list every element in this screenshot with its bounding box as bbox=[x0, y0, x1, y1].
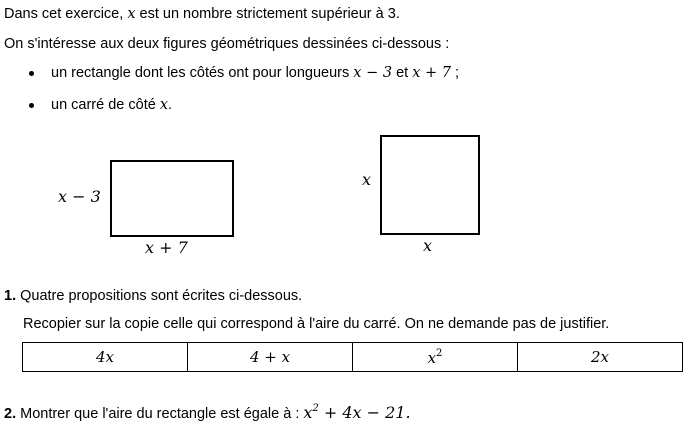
bullet-rectangle-and: et bbox=[392, 65, 413, 81]
proposition-3-exponent: 2 bbox=[436, 347, 443, 359]
bullet-rectangle-math-2: x + 7 bbox=[412, 65, 452, 81]
bullet-rectangle-math-1: x − 3 bbox=[353, 65, 393, 81]
intro-line-2: On s'intéresse aux deux figures géométriques dessinées ci-dessous : bbox=[4, 36, 450, 52]
rectangle-figure bbox=[110, 160, 234, 237]
bullet-rectangle-end: ; bbox=[451, 65, 460, 81]
question-1-instruction: Recopier sur la copie celle qui correspond à l'aire du carré. On ne demande pas de justifier. bbox=[23, 316, 610, 332]
square-side-label: x bbox=[362, 170, 372, 189]
question-1 bbox=[4, 288, 302, 304]
question-2-math-exponent: 2 bbox=[312, 403, 319, 414]
bullet-square bbox=[51, 97, 172, 113]
square-bottom-label: x bbox=[423, 236, 433, 255]
question-2 bbox=[4, 403, 411, 422]
bullet-square-text: un carré de côté bbox=[51, 97, 160, 113]
proposition-cell bbox=[518, 343, 683, 372]
bullet-rectangle bbox=[51, 65, 459, 81]
bullet-dot-2 bbox=[29, 103, 34, 108]
intro-variable: x bbox=[127, 6, 136, 22]
proposition-1: 4x bbox=[95, 348, 114, 366]
intro-text-before: Dans cet exercice, bbox=[4, 6, 128, 22]
question-2-text: Montrer que l'aire du rectangle est égale à : bbox=[16, 406, 304, 422]
intro-line-1 bbox=[4, 6, 400, 22]
bullet-square-end: . bbox=[168, 97, 173, 113]
bullet-dot-1 bbox=[29, 71, 34, 76]
proposition-2: 4 + x bbox=[249, 348, 291, 366]
question-2-math-base: x bbox=[303, 403, 313, 422]
question-2-number: 2. bbox=[4, 406, 17, 422]
proposition-cell bbox=[23, 343, 188, 372]
question-2-math-rest: + 4x − 21. bbox=[318, 403, 411, 422]
propositions-row bbox=[23, 343, 683, 372]
square-figure bbox=[380, 135, 480, 235]
question-1-text: Quatre propositions sont écrites ci-dessous. bbox=[16, 288, 303, 304]
rectangle-bottom-label: x + 7 bbox=[145, 238, 188, 257]
propositions-table bbox=[22, 342, 683, 372]
bullet-rectangle-text: un rectangle dont les côtés ont pour longueurs bbox=[51, 65, 354, 81]
question-1-number: 1. bbox=[4, 288, 17, 304]
proposition-cell bbox=[188, 343, 353, 372]
proposition-4: 2x bbox=[590, 348, 609, 366]
proposition-3-base: x bbox=[427, 348, 437, 367]
proposition-cell bbox=[353, 343, 518, 372]
bullet-square-math: x bbox=[159, 97, 169, 113]
rectangle-side-label: x − 3 bbox=[58, 187, 101, 206]
intro-text-after: est un nombre strictement supérieur à 3. bbox=[135, 6, 400, 22]
